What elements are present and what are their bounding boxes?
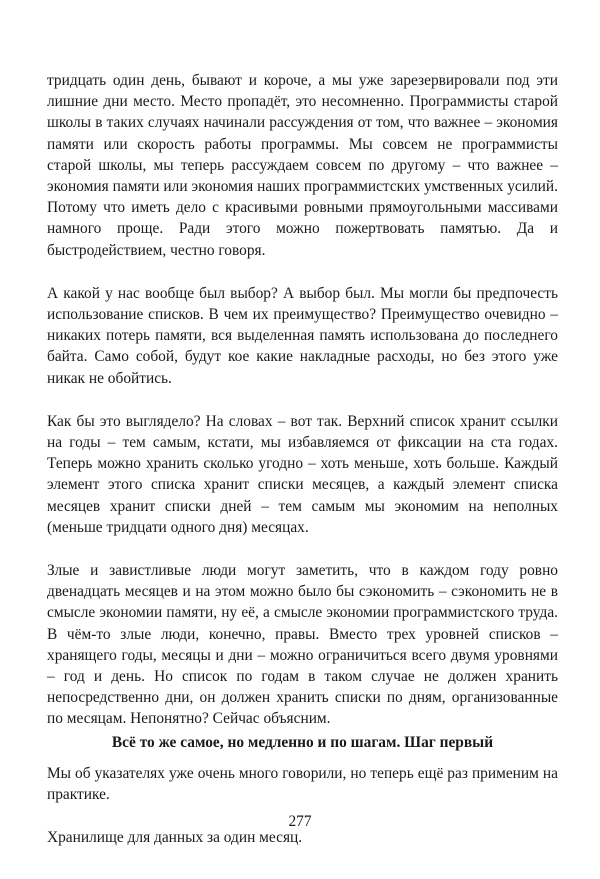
paragraph-month-storage: Хранилище для данных за один месяц.	[47, 829, 303, 847]
paragraph-pointers: Мы об указателях уже очень много говорили, но теперь ещё раз применим на практике.	[47, 764, 558, 804]
section-heading: Всё то же самое, но медленно и по шагам. Шаг первый	[111, 733, 494, 751]
page-body	[47, 70, 558, 871]
paragraph-lists-structure: Как бы это выглядело? На словах – вот так. Верхний список хранит ссылки на годы – тем самым, кстати, мы избавляемся от фиксации на ста годах. Теперь можно хранить сколько угодно – хоть меньше, хоть больше. Каждый элемент этого списка хранит списки месяцев, а каждый элемент списка месяцев хранит списки дней – тем самым мы экономим на неполных (меньше тридцати одного дня) месяцах.	[47, 412, 558, 536]
paragraph-memory-tradeoff: тридцать один день, бывают и короче, а мы уже зарезервировали под эти лишние дни место. Место пропадёт, это несомненно. Программисты старой школы в таких случаях начинали рассуждения от том, что важнее – экономия памяти или скорость работы программы. Мы совсем не программисты старой школы, мы теперь рассуждаем совсем по другому – что важнее – экономия памяти или экономия наших программистских умственных усилий. Потому что иметь дело с красивыми ровными прямоугольными массивами намного проще. Ради этого можно пожертвовать памятью. Да и быстродействием, честно говоря.	[47, 72, 558, 259]
paragraph-two-levels: Злые и завистливые люди могут заметить, что в каждом году ровно двенадцать месяцев и на этом можно было бы сэкономить – сэкономить не в смысле экономии памяти, ну её, а смысле экономии программистского труда. В чём-то злые люди, конечно, правы. Вместо трех уровней списков – хранящего годы, месяцы и дни – можно ограничиться всего двумя уровнями – год и день. Но список по годам в таком случае не должен хранить непосредственно дни, он должен хранить списки по дням, организованные по месяцам. Непонятно? Сейчас объясним.	[47, 562, 558, 728]
page-number: 277	[288, 813, 312, 830]
paragraph-lists-choice: А какой у нас вообще был выбор? А выбор был. Мы могли бы предпочесть использование списков. В чем их преимущество? Преимущество очевидно – никаких потерь памяти, вся выделенная память использована до последнего байта. Само собой, будут кое какие накладные расходы, но без этого уже никак не обойтись.	[47, 284, 558, 387]
